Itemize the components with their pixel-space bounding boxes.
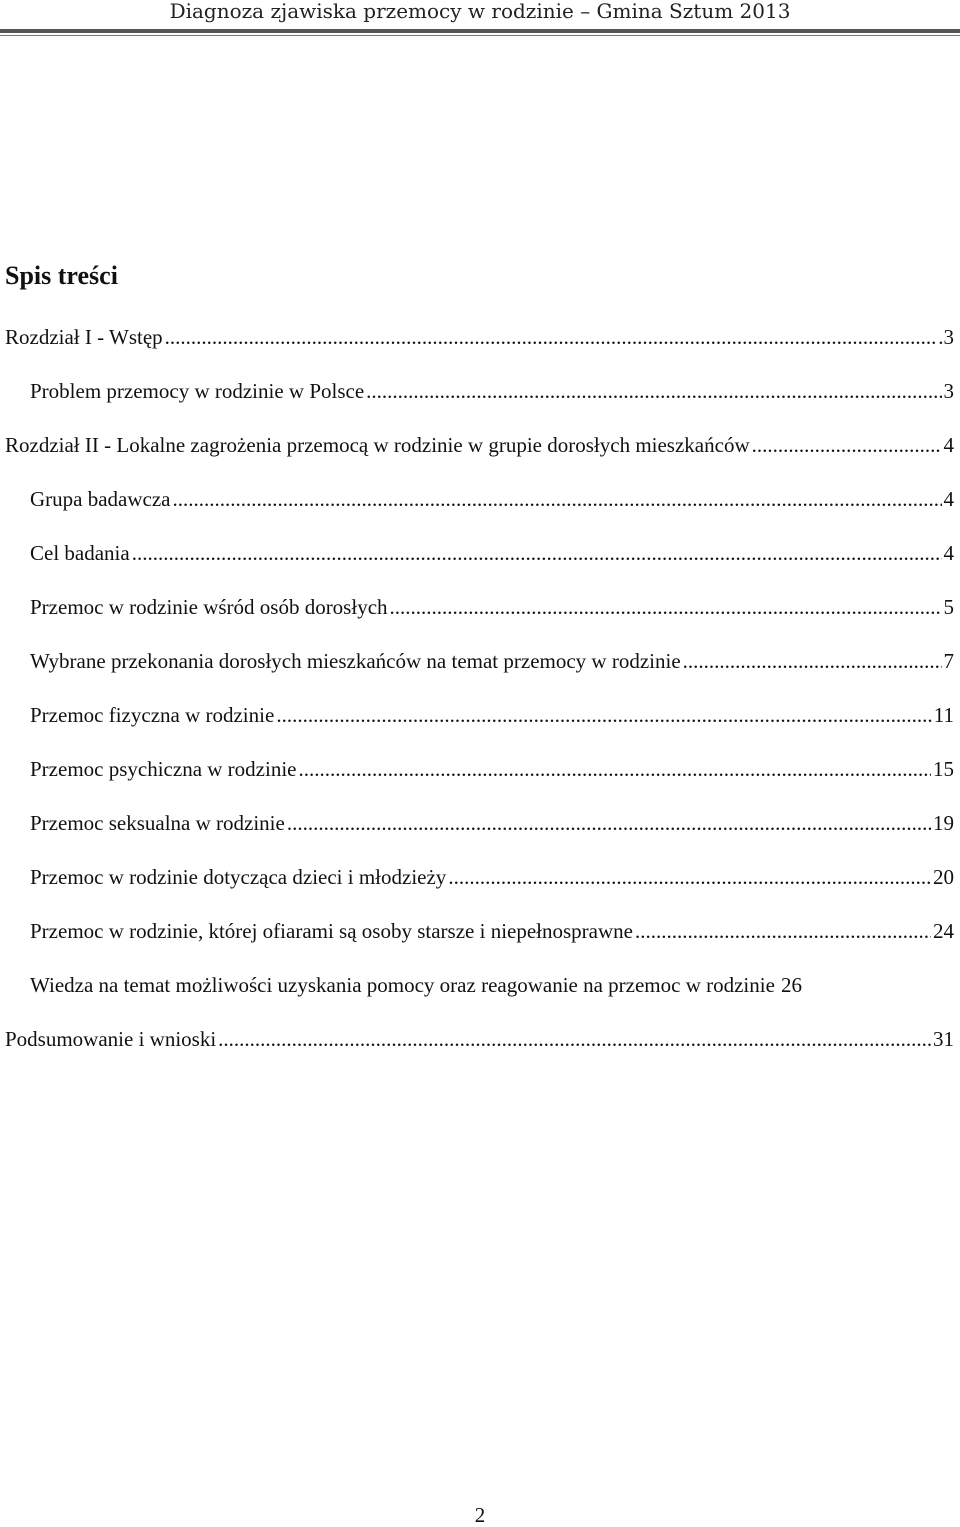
toc-entry-title: Podsumowanie i wnioski	[5, 1027, 217, 1051]
toc-entry-page: 24	[933, 919, 954, 943]
toc-entry-title: Wiedza na temat możliwości uzyskania pomocy oraz reagowanie na przemoc w rodzinie	[30, 973, 775, 997]
toc-entry-title: Wybrane przekonania dorosłych mieszkańców na temat przemocy w rodzinie	[30, 649, 681, 673]
toc-entry-page: 11	[933, 703, 954, 727]
toc-leader-dots	[287, 808, 931, 838]
toc-leader-dots	[635, 916, 931, 946]
toc-entry[interactable]	[30, 646, 954, 676]
toc-leader-dots	[752, 430, 942, 460]
toc-entry-page: 26	[780, 973, 802, 997]
toc-entry[interactable]	[30, 754, 954, 784]
toc-leader-dots	[448, 862, 931, 892]
toc-entry-page: 4	[943, 487, 954, 511]
toc-entry[interactable]	[30, 592, 954, 622]
toc-leader-dots	[276, 700, 931, 730]
toc-heading: Spis treści	[5, 261, 118, 290]
toc-entry-title: Przemoc w rodzinie, której ofiarami są osoby starsze i niepełnosprawne	[30, 919, 633, 943]
toc-entry-title: Rozdział II - Lokalne zagrożenia przemocą w rodzinie w grupie dorosłych mieszkańców	[5, 433, 750, 457]
toc-leader-dots	[683, 646, 942, 676]
toc-entry-page: 15	[933, 757, 954, 781]
toc-entry-title: Rozdział I - Wstęp	[5, 325, 163, 349]
toc-entry-title: Problem przemocy w rodzinie w Polsce	[30, 379, 365, 403]
toc-entry-page: .3	[938, 325, 954, 349]
toc-entry-title: Przemoc psychiczna w rodzinie	[30, 757, 297, 781]
toc-entry-page: 7	[943, 649, 954, 673]
toc-entry-title: Grupa badawcza	[30, 487, 171, 511]
toc-entry-title: Przemoc w rodzinie dotycząca dzieci i młodzieży	[30, 865, 447, 889]
toc-entry-page: 20	[933, 865, 954, 889]
header-rule	[0, 29, 960, 33]
toc-entry-page: 5	[943, 595, 954, 619]
toc-entry-title: Przemoc fizyczna w rodzinie	[30, 703, 275, 727]
toc-entry[interactable]	[30, 700, 954, 730]
page-header	[0, 0, 960, 36]
toc-entry[interactable]	[30, 808, 954, 838]
toc-entry-title: Przemoc w rodzinie wśród osób dorosłych	[30, 595, 388, 619]
toc-entry[interactable]	[5, 322, 954, 352]
toc-entry-page: 4	[943, 433, 954, 457]
toc-entry[interactable]	[30, 916, 954, 946]
header-rule-thin	[0, 35, 960, 36]
toc-entry-page: 4	[943, 541, 954, 565]
toc-entry-title: Przemoc seksualna w rodzinie	[30, 811, 285, 835]
toc-entry[interactable]	[30, 538, 954, 568]
toc-leader-dots	[366, 376, 941, 406]
toc-entry[interactable]	[5, 1024, 954, 1054]
toc-leader-dots	[173, 484, 942, 514]
toc-entry-page: 3	[943, 379, 954, 403]
toc-entry-page: 31	[933, 1027, 954, 1051]
toc-entry-title: Cel badania	[30, 541, 130, 565]
toc-leader-dots	[165, 322, 937, 352]
toc-leader-dots	[132, 538, 942, 568]
toc-entry-page: 19	[933, 811, 954, 835]
toc-entry[interactable]	[30, 376, 954, 406]
toc-entry[interactable]	[30, 484, 954, 514]
header-title: Diagnoza zjawiska przemocy w rodzinie – Gmina Sztum 2013	[169, 0, 791, 23]
page-number: 2	[474, 1503, 486, 1527]
toc-leader-dots	[390, 592, 942, 622]
toc-entry[interactable]	[30, 862, 954, 892]
toc-leader-dots	[218, 1024, 931, 1054]
toc-entry[interactable]	[5, 430, 954, 460]
toc-leader-dots	[298, 754, 931, 784]
toc-entry[interactable]	[30, 970, 954, 1000]
